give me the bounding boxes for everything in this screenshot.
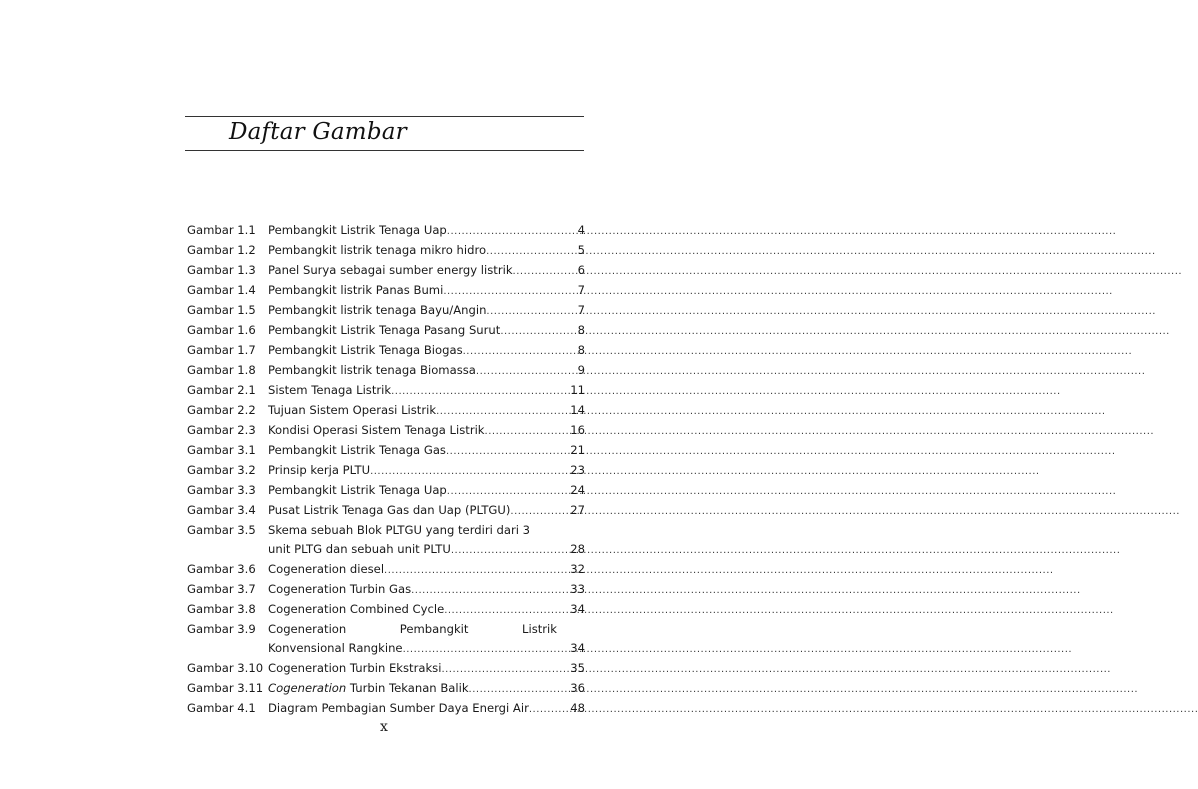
figure-number: Gambar 2.1 (187, 383, 256, 397)
page-title: Daftar Gambar (229, 119, 407, 145)
page-number: 14 (570, 403, 585, 417)
figure-caption: Pusat Listrik Tenaga Gas dan Uap (PLTGU) (268, 503, 511, 517)
figure-caption: Pembangkit Listrik Tenaga Uap (268, 223, 447, 237)
figure-number: Gambar 3.3 (187, 483, 256, 497)
figure-caption-line1: Skema sebuah Blok PLTGU yang terdiri dari 3 (268, 523, 531, 537)
figure-caption: Prinsip kerja PLTU (268, 463, 371, 477)
page-number: 33 (570, 582, 585, 596)
figure-number: Gambar 1.1 (187, 223, 256, 237)
list-item (187, 441, 585, 461)
figure-number: Gambar 3.6 (187, 562, 256, 576)
list-item (187, 521, 585, 560)
dot-leader (500, 322, 576, 341)
figure-number: Gambar 3.9 (187, 622, 256, 636)
figure-number: Gambar 1.5 (187, 303, 256, 317)
page-number: 28 (570, 542, 585, 556)
figure-caption: Diagram Pembagian Sumber Daya Energi Air (268, 701, 529, 715)
list-item (187, 461, 585, 481)
list-item (187, 321, 585, 341)
page-number: 27 (570, 503, 585, 517)
list-item (187, 241, 585, 261)
dot-leader (443, 282, 576, 301)
figure-caption-line1 (268, 620, 557, 639)
figure-number: Gambar 1.4 (187, 283, 256, 297)
list-item (187, 679, 585, 699)
caption-word: Cogeneration (268, 622, 347, 636)
dot-leader (391, 382, 569, 401)
figure-number: Gambar 1.2 (187, 243, 256, 257)
figure-number: Gambar 3.1 (187, 443, 256, 457)
dot-leader (411, 581, 569, 600)
figure-number: Gambar 4.1 (187, 701, 256, 715)
figure-number: Gambar 3.10 (187, 661, 264, 675)
figure-number: Gambar 2.3 (187, 423, 256, 437)
caption-word: Listrik (522, 622, 557, 636)
dot-leader (436, 402, 569, 421)
page-number: 34 (570, 641, 585, 655)
dot-leader (510, 502, 569, 521)
figure-number: Gambar 3.2 (187, 463, 256, 477)
figure-caption: Pembangkit listrik tenaga Biomassa (268, 363, 476, 377)
dot-leader (444, 601, 569, 620)
list-item (187, 361, 585, 381)
list-item (187, 699, 585, 719)
figure-caption: unit PLTG dan sebuah unit PLTU (268, 542, 451, 556)
dot-leader (441, 660, 569, 679)
figure-caption: Konvensional Rangkine (268, 641, 403, 655)
page-number: 21 (570, 443, 585, 457)
figure-number: Gambar 1.6 (187, 323, 256, 337)
dot-leader (447, 222, 577, 241)
page-number: 23 (570, 463, 585, 477)
page-number: 7 (577, 303, 585, 317)
dot-leader (451, 541, 569, 560)
list-item (187, 281, 585, 301)
figure-caption: Pembangkit Listrik Tenaga Uap (268, 483, 447, 497)
figure-number: Gambar 3.8 (187, 602, 256, 616)
dot-leader (485, 422, 570, 441)
page-number: 36 (570, 681, 585, 695)
list-item (187, 501, 585, 521)
list-item (187, 301, 585, 321)
dot-leader (476, 362, 577, 381)
dot-leader (447, 482, 569, 501)
page-number: 8 (577, 343, 585, 357)
dot-leader (446, 442, 569, 461)
list-item (187, 221, 585, 241)
page-number: 34 (570, 602, 585, 616)
list-item (187, 659, 585, 679)
dot-leader (513, 262, 577, 281)
dot-leader (469, 680, 570, 699)
dot-leader (486, 302, 576, 321)
list-item (187, 560, 585, 580)
list-item (187, 261, 585, 281)
list-item (187, 381, 585, 401)
list-item (187, 421, 585, 441)
figure-number: Gambar 3.4 (187, 503, 256, 517)
figure-number: Gambar 1.3 (187, 263, 256, 277)
list-item (187, 481, 585, 501)
page-number: 7 (577, 283, 585, 297)
page-number: 11 (570, 383, 585, 397)
figure-caption: Tujuan Sistem Operasi Listrik (268, 403, 437, 417)
page-number: 32 (570, 562, 585, 576)
figure-caption: Pembangkit listrik tenaga mikro hidro (268, 243, 487, 257)
list-item (187, 600, 585, 620)
list-item (187, 401, 585, 421)
title-rule-bottom (185, 150, 584, 151)
figure-caption: Pembangkit Listrik Tenaga Gas (268, 443, 446, 457)
list-item (187, 580, 585, 600)
figure-number: Gambar 2.2 (187, 403, 256, 417)
list-item (187, 341, 585, 361)
figure-number: Gambar 1.8 (187, 363, 256, 377)
page-number: 16 (570, 423, 585, 437)
figure-caption: Panel Surya sebagai sumber energy listrik (268, 263, 513, 277)
figure-number: Gambar 3.5 (187, 523, 256, 537)
figure-caption: Cogeneration Combined Cycle (268, 602, 445, 616)
page-number: 4 (577, 223, 585, 237)
figure-number: Gambar 3.7 (187, 582, 256, 596)
figure-caption: Pembangkit listrik Panas Bumi (268, 283, 444, 297)
figure-list (187, 221, 585, 719)
dot-leader (384, 561, 569, 580)
figure-caption: Pembangkit listrik tenaga Bayu/Angin (268, 303, 487, 317)
dot-leader (370, 462, 569, 481)
dot-leader (403, 640, 570, 659)
figure-caption (268, 679, 469, 698)
caption-rest: Turbin Tekanan Balik (346, 681, 469, 695)
figure-number: Gambar 1.7 (187, 343, 256, 357)
figure-caption: Sistem Tenaga Listrik (268, 383, 392, 397)
page-number: 8 (577, 323, 585, 337)
dot-leader (486, 242, 577, 261)
list-item (187, 620, 585, 659)
figure-caption: Pembangkit Listrik Tenaga Biogas (268, 343, 463, 357)
page-folio: x (380, 719, 388, 735)
figure-number: Gambar 3.11 (187, 681, 264, 695)
page-number: 24 (570, 483, 585, 497)
dot-leader (463, 342, 577, 361)
page-number: 9 (577, 363, 585, 377)
page-number: 5 (577, 243, 585, 257)
page-number: 6 (577, 263, 585, 277)
dot-leader (529, 700, 569, 719)
page-number: 48 (570, 701, 585, 715)
figure-caption: Kondisi Operasi Sistem Tenaga Listrik (268, 423, 485, 437)
caption-italic: Cogeneration (268, 681, 347, 695)
page-number: 35 (570, 661, 585, 675)
figure-caption: Pembangkit Listrik Tenaga Pasang Surut (268, 323, 501, 337)
figure-caption: Cogeneration diesel (268, 562, 385, 576)
figure-caption: Cogeneration Turbin Ekstraksi (268, 661, 442, 675)
caption-word: Pembangkit (399, 622, 469, 636)
figure-caption: Cogeneration Turbin Gas (268, 582, 412, 596)
